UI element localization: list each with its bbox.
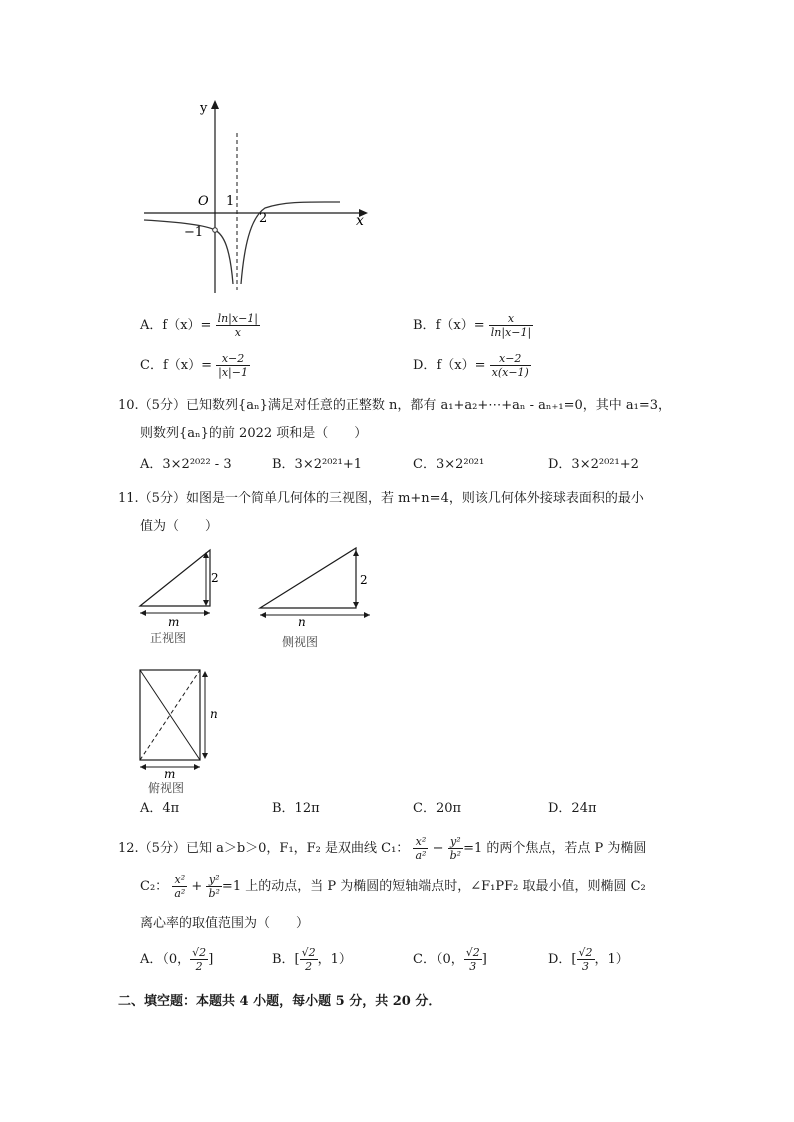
side-dim-2: 2 [360, 573, 368, 587]
front-view [134, 546, 224, 646]
q9-option-d[interactable]: D．f（x）= $\frac{x-2}{x(x-1)}$ [413, 352, 529, 379]
side-dim-n: n [298, 615, 306, 629]
tick-neg1-label: −1 [184, 225, 204, 240]
q9-option-c[interactable]: C．f（x）= $\frac{x-2}{|x|-1}$ [140, 352, 248, 379]
q12-option-d[interactable]: D．[ $\frac{√2}{3}$ ，1） [548, 946, 629, 973]
top-view-label: 俯视图 [148, 781, 185, 795]
q9-b-fraction: $\frac{x}{\ln|x-1|}$ [490, 312, 532, 339]
q10-stem-line2: 则数列{aₙ}的前 2022 项和是（ ） [140, 426, 368, 441]
q12-stem-line1: 12.（5分）已知 a＞b＞0，F₁，F₂ 是双曲线 C₁： $\frac{\text{x²}}{\text{a²}}$ − $\frac{\text{y²}}{\text{b²}}$ =1 的两个焦点，若点 P 为椭圆 [118, 835, 647, 862]
q9-a-fraction: $\frac{\ln|x-1|}{x}$ [217, 312, 259, 339]
q9-option-b[interactable]: B．f（x）= $\frac{x}{\ln|x-1|}$ [413, 312, 532, 339]
q9-option-a[interactable]: A．f（x）= $\frac{\ln|x-1|}{x}$ [140, 312, 259, 339]
q11-option-a[interactable]: A．4π [140, 801, 180, 816]
front-view-label: 正视图 [150, 631, 187, 645]
q12-option-b[interactable]: B．[ $\frac{√2}{2}$ ，1） [272, 946, 352, 973]
side-view [256, 546, 376, 656]
y-axis-label: y [200, 101, 208, 116]
top-dim-m: m [164, 767, 176, 781]
tick-2-label: 2 [259, 211, 268, 226]
q12-stem-line2: C₂： $\frac{\text{x²}}{\text{a²}}$ + $\frac{\text{y²}}{\text{b²}}$ =1 上的动点，当 P 为椭圆的短轴端点时，∠F₁PF₂ 取最小值，则椭圆 C₂ [140, 873, 646, 900]
q11-option-b[interactable]: B．12π [272, 801, 320, 816]
q10-option-a[interactable]: A．3×2²⁰²² - 3 [140, 457, 232, 472]
front-dim-2: 2 [211, 571, 219, 585]
q9-d-fraction: $\frac{x-2}{x(x-1)}$ [491, 352, 529, 379]
q12-stem-line3: 离心率的取值范围为（ ） [140, 916, 310, 931]
q11-option-c[interactable]: C．20π [413, 801, 462, 816]
side-view-label: 侧视图 [282, 635, 319, 649]
q11-stem-line1: 11.（5分）如图是一个简单几何体的三视图，若 m+n=4，则该几何体外接球表面积的最小 [118, 491, 644, 506]
q9-c-fraction: $\frac{x-2}{|x|-1}$ [218, 352, 248, 379]
q10-stem-line1: 10.（5分）已知数列{aₙ}满足对任意的正整数 n，都有 a₁+a₂+⋯+aₙ - aₙ₊₁=0，其中 a₁=3， [118, 398, 672, 413]
q11-option-d[interactable]: D．24π [548, 801, 597, 816]
q12-option-a[interactable]: A．（0， $\frac{√2}{2}$ ] [140, 946, 214, 973]
top-view [134, 666, 234, 796]
q10-option-c[interactable]: C．3×2²⁰²¹ [413, 457, 485, 472]
section-2-heading: 二、填空题：本题共 4 小题，每小题 5 分，共 20 分． [118, 994, 442, 1009]
q10-option-b[interactable]: B．3×2²⁰²¹+1 [272, 457, 362, 472]
q10-option-d[interactable]: D．3×2²⁰²¹+2 [548, 457, 639, 472]
function-graph [140, 98, 375, 298]
q12-option-c[interactable]: C．（0， $\frac{√2}{3}$ ] [413, 946, 487, 973]
q11-stem-line2: 值为（ ） [140, 519, 219, 534]
front-dim-m: m [168, 615, 180, 629]
tick-1-label: 1 [226, 194, 235, 209]
top-dim-n: n [210, 707, 218, 721]
origin-label: O [198, 194, 209, 209]
x-axis-label: x [356, 213, 364, 229]
